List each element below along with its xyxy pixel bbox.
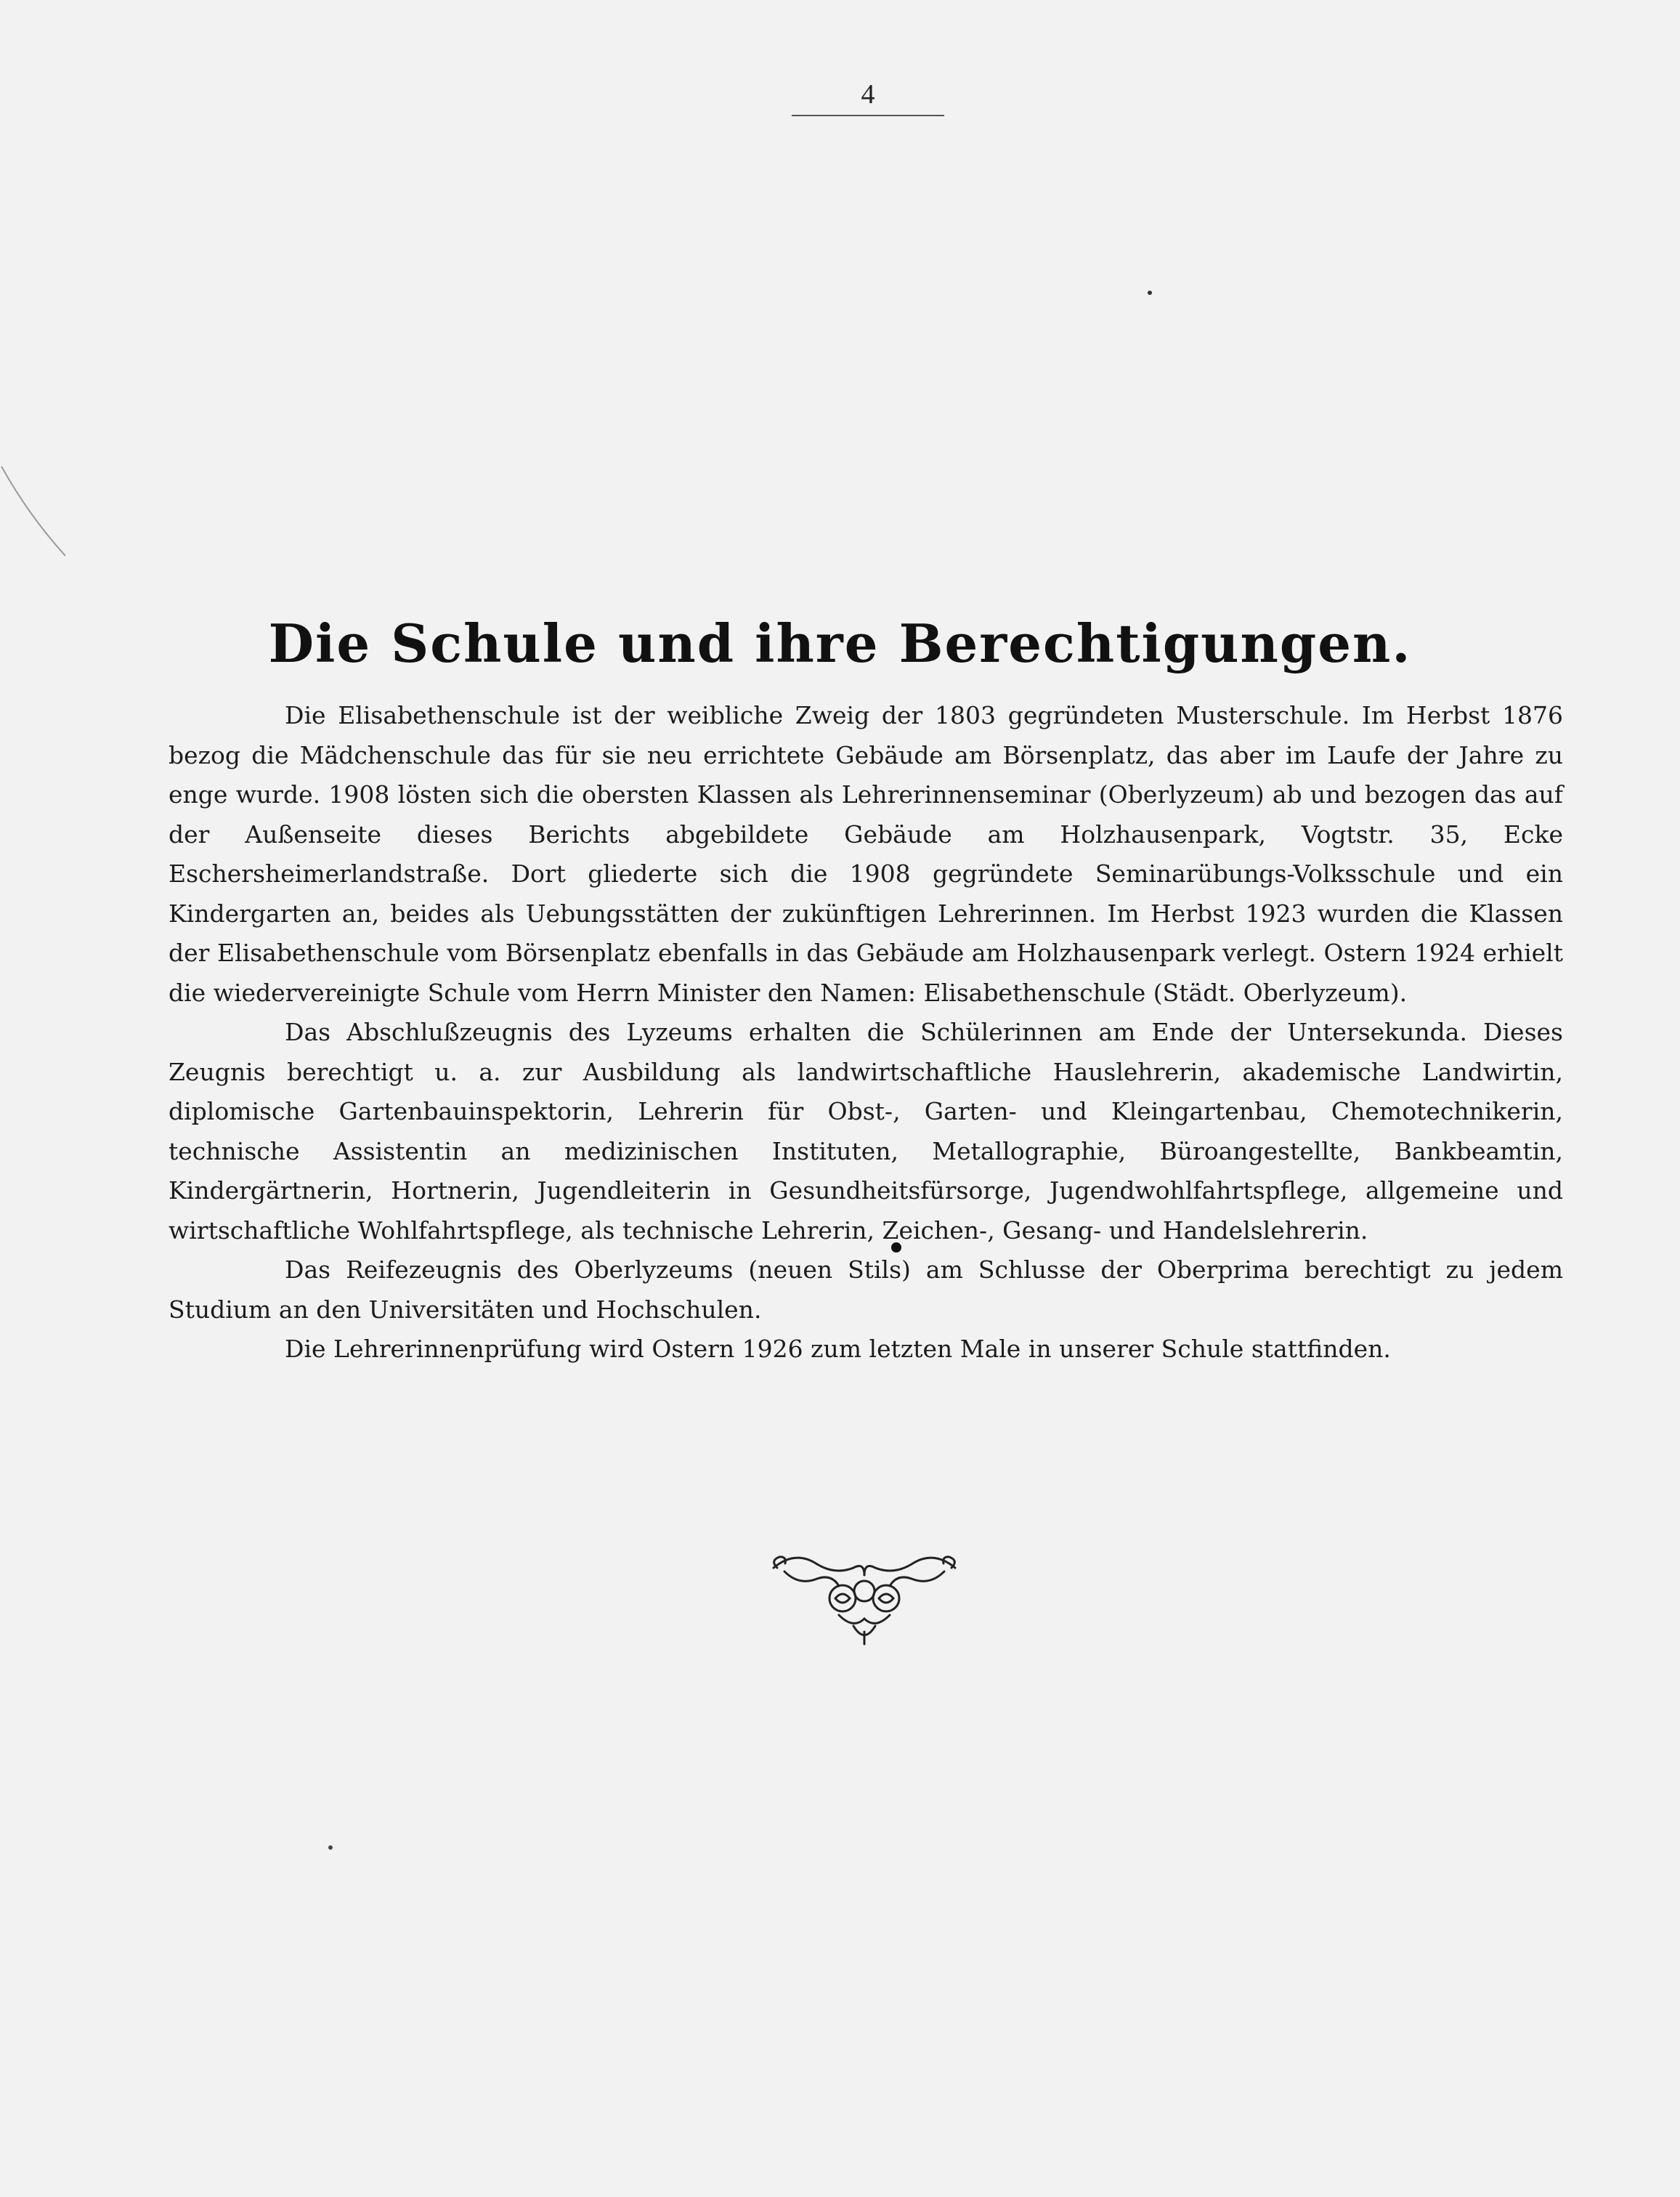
body-text xyxy=(169,696,1563,1369)
page-number: 4 xyxy=(861,79,875,110)
paper-speck xyxy=(328,1845,333,1850)
paragraph-reifezeugnis: Das Reifezeugnis des Oberlyzeums (neuen Stils) am Schlusse der Oberprima berechtigt zu jedem Studium an den Universitäten und Hochschulen. xyxy=(169,1255,1563,1324)
paragraph-lehrerinnenpruefung: Die Lehrerinnenprüfung wird Ostern 1926 zum letzten Male in unserer Schule stattfinden. xyxy=(285,1335,1391,1363)
page-title: Die Schule und ihre Berechtigungen. xyxy=(268,612,1412,675)
paragraph-abschlusszeugnis: Das Abschlußzeugnis des Lyzeums erhalten die Schülerinnen am Ende der Untersekunda. Dieses Zeugnis berechtigt u. a. zur Ausbildung als landwirtschaftliche Hauslehrerin, akademische Landwirtin, diplomische Gartenbauinspektorin, Lehrerin für Obst-, Garten- und Kleingartenbau, Chemotechnikerin, technische Assistentin an medizinischen Instituten, Metallographie, Büroangestellte, Bankbeamtin, Kindergärtnerin, Hortnerin, Jugendleiterin in Gesundheitsfürsorge, Jugendwohlfahrtspflege, allgemeine und wirtschaftliche Wohlfahrtspflege, als technische Lehrerin, Zeichen-, Gesang- und Handelslehrerin. xyxy=(169,1018,1563,1245)
floral-ornament-icon xyxy=(766,1546,962,1648)
paper-speck xyxy=(1148,291,1152,295)
page-edge-mark xyxy=(0,465,73,559)
paragraph-history: Die Elisabethenschule ist der weibliche Zweig der 1803 gegründeten Musterschule. Im Herbst 1876 bezog die Mädchenschule das für sie neu errichtete Gebäude am Börsenplatz, das aber im Laufe der Jahre zu enge wurde. 1908 lösten sich die obersten Klassen als Lehrerinnenseminar (Oberlyzeum) ab und bezogen das auf der Außenseite dieses Berichts abgebildete Gebäude am Holzhausenpark, Vogtstr. 35, Ecke Eschersheimerlandstraße. Dort gliederte sich die 1908 gegründete Seminarübungs-Volksschule und ein Kindergarten an, beides als Uebungsstätten der zukünftigen Lehrerinnen. Im Herbst 1923 wurden die Klassen der Elisabethenschule vom Börsenplatz ebenfalls in das Gebäude am Holzhausenpark verlegt. Ostern 1924 erhielt die wiedervereinigte Schule vom Herrn Minister den Namen: Elisabethenschule (Städt. Oberlyzeum). xyxy=(169,701,1563,1007)
page-number-rule xyxy=(792,115,944,116)
